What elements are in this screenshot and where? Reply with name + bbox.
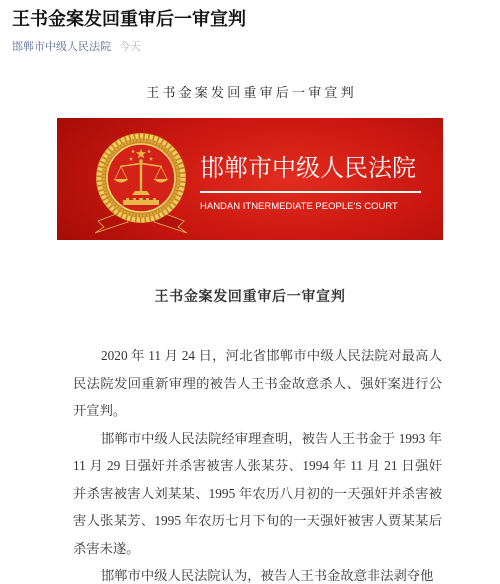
paragraph-line: 11 月 29 日强奸并杀害被害人张某芬、1994 年 11 月 21 日强奸	[73, 458, 442, 474]
article-paragraph	[73, 425, 442, 563]
article-heading: 王书金案发回重审后一审宣判	[154, 290, 346, 305]
paragraph-line: 并杀害被害人刘某某、1995 年农历八月初的一天强奸并杀害被	[73, 485, 442, 501]
paragraph-line: 杀害未遂。	[73, 540, 140, 556]
court-emblem-icon	[91, 118, 191, 236]
paragraph-line: 民法院发回重新审理的被告人王书金故意杀人、强奸案进行公	[73, 375, 442, 391]
article-body	[73, 342, 442, 584]
paragraph-line: 邯郸市中级人民法院认为，被告人王书金故意非法剥夺他	[101, 568, 434, 584]
paragraph-line: 害人张某芳、1995 年农历七月下旬的一天强奸被害人贾某某后	[73, 513, 442, 529]
paragraph-line: 2020 年 11 月 24 日，河北省邯郸市中级人民法院对最高人	[101, 348, 442, 364]
publish-time: 今天	[119, 41, 141, 53]
article-meta	[12, 39, 141, 55]
article-paragraph	[73, 342, 442, 425]
article-paragraph	[73, 562, 442, 584]
banner-court-name-en: HANDAN ITNERMEDIATE PEOPLE'S COURT	[200, 201, 398, 212]
emblem-great-wall	[123, 198, 159, 205]
banner-court-name: 邯郸市中级人民法院	[200, 154, 416, 182]
account-name-link[interactable]: 邯郸市中级人民法院	[12, 41, 111, 53]
lead-title: 王书金案发回重审后一审宣判	[146, 85, 357, 100]
banner-divider	[200, 191, 421, 193]
court-banner-image	[57, 118, 443, 240]
paragraph-line: 开宣判。	[73, 403, 127, 419]
article-title: 王书金案发回重审后一审宣判	[12, 9, 246, 29]
paragraph-line: 邯郸市中级人民法院经审理查明，被告人王书金于 1993 年	[101, 430, 442, 446]
